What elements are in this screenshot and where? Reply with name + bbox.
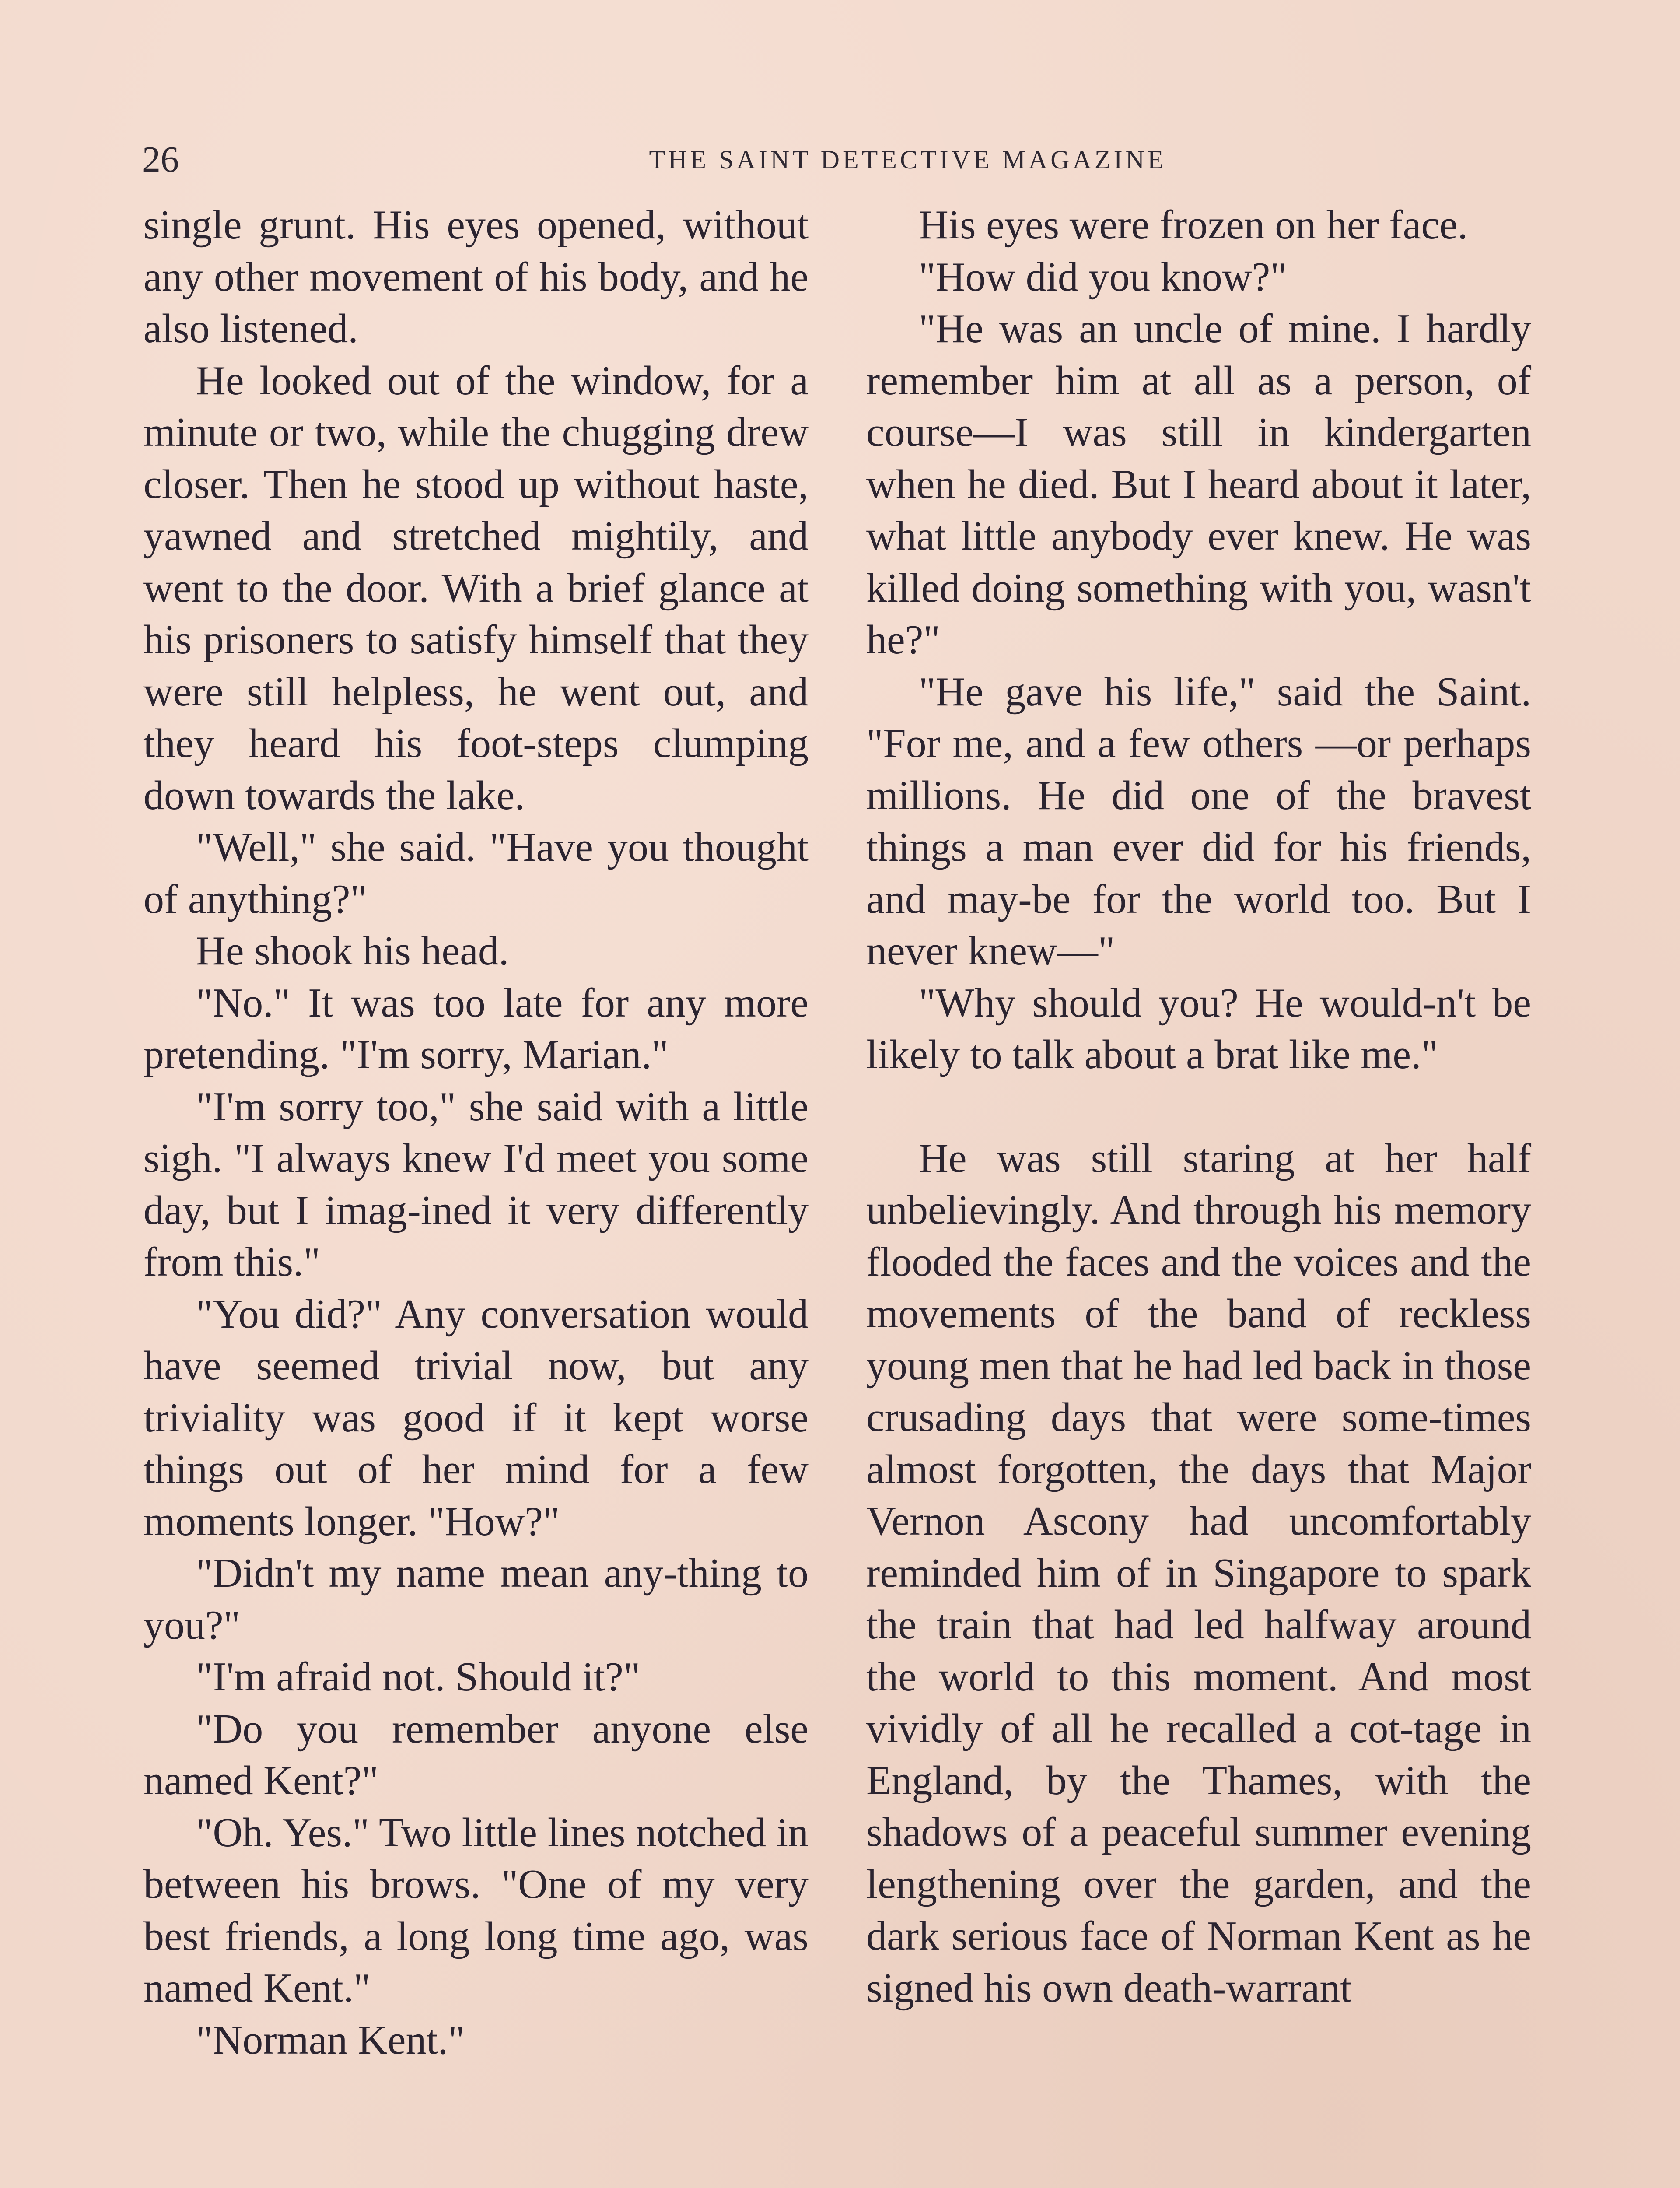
paragraph: He looked out of the window, for a minute or two, while the chugging drew closer. Then he stood up without haste, yawned and stretched mightily, and went to the door. With a brief glance at his prisoners to satisfy himself that they were still helpless, he went out, and they heard his foot-steps clumping down towards the lake. (144, 358, 808, 818)
paragraph: "Didn't my name mean any-thing to you?" (144, 1550, 808, 1648)
paragraph: "I'm sorry too," she said with a little sigh. "I always knew I'd meet you some day, but I imag-ined it very differently from this." (144, 1083, 808, 1285)
paragraph: "Well," she said. "Have you thought of anything?" (144, 824, 808, 922)
paragraph: "How did you know?" (919, 254, 1287, 300)
paragraph: "I'm afraid not. Should it?" (196, 1654, 640, 1700)
page-number: 26 (142, 139, 179, 180)
paragraph: "Norman Kent." (196, 2017, 465, 2063)
page-header (142, 133, 1599, 186)
right-text-column (866, 199, 1531, 2014)
paragraph: "He gave his life," said the Saint. "For me, and a few others —or perhaps millions. He did one of the bravest things a man ever did for his friends, and may-be for the world too. But I never knew—" (866, 669, 1531, 974)
paragraph: single grunt. His eyes opened, without any other movement of his body, and he also listened. (144, 202, 808, 351)
paragraph: "You did?" Any conversation would have seemed trivial now, but any triviality was good if it kept worse things out of her mind for a few moments longer. "How?" (144, 1291, 808, 1544)
paragraph: He shook his head. (196, 928, 509, 974)
running-title: THE SAINT DETECTIVE MAGAZINE (649, 145, 1167, 174)
paragraph: "Why should you? He would-n't be likely to talk about a brat like me." (866, 980, 1531, 1077)
paragraph: His eyes were frozen on her face. (919, 202, 1468, 248)
paragraph: "Oh. Yes." Two little lines notched in between his brows. "One of my very best friends, a long long time ago, was named Kent." (144, 1809, 808, 2011)
paragraph: He was still staring at her half unbelievingly. And through his memory flooded the faces and the voices and the movements of the band of reckless young men that he had led back in those crusading days that were some-times almost forgotten, the days that Major Vernon Ascony had uncomfortably reminded him of in Singapore to spark the train that had led halfway around the world to this moment. And most vividly of all he recalled a cot-tage in England, by the Thames, with the shadows of a peaceful summer evening lengthening over the garden, and the dark serious face of Norman Kent as he signed his own death-warrant (866, 1135, 1531, 2011)
paragraph: "Do you remember anyone else named Kent?" (144, 1706, 808, 1803)
paragraph: "No." It was too late for any more pretending. "I'm sorry, Marian." (144, 980, 808, 1077)
left-text-column (144, 199, 808, 2066)
paragraph: "He was an uncle of mine. I hardly remember him at all as a person, of course—I was still in kindergarten when he died. But I heard about it later, what little anybody ever knew. He was killed doing something with you, wasn't he?" (866, 306, 1531, 663)
